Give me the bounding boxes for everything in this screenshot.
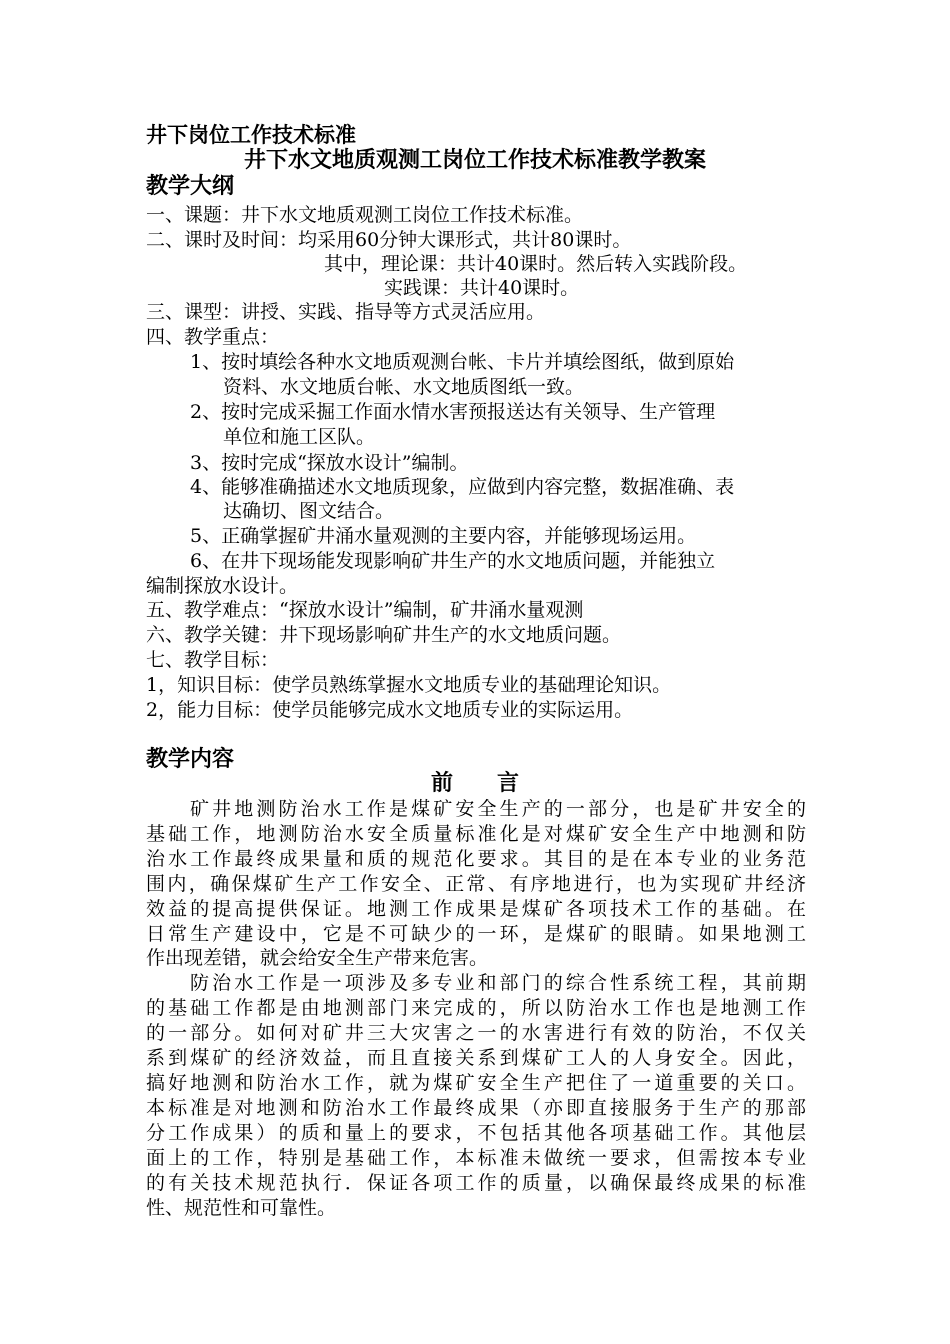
paragraph-line: 性、规范性和可靠性。 — [146, 1197, 337, 1219]
outline-line: 五、教学难点：“探放水设计”编制，矿井涌水量观测 — [146, 599, 584, 621]
paragraph-line: 防治水工作是一项涉及多专业和部门的综合性系统工程，其前期 — [190, 972, 806, 994]
outline-line: 七、教学目标： — [146, 649, 280, 671]
paragraph-line: 日常生产建设中，它是不可缺少的一环，是煤矿的眼睛。如果地测工 — [146, 923, 806, 945]
paragraph-line: 效益的提高提供保证。地测工作成果是煤矿各项技术工作的基础。在 — [146, 898, 806, 920]
paragraph-line: 面上的工作，特别是基础工作，本标准未做统一要求，但需按本专业 — [146, 1147, 806, 1169]
paragraph-line: 的基础工作都是由地测部门来完成的，所以防治水工作也是地测工作 — [146, 997, 806, 1019]
paragraph-line: 围内，确保煤矿生产工作安全、正常、有序地进行，也为实现矿井经济 — [146, 873, 806, 895]
content-heading: 教学内容 — [146, 747, 235, 772]
paragraph-line: 系到煤矿的经济效益，而且直接关系到煤矿工人的人身安全。因此， — [146, 1047, 806, 1069]
outline-line: 四、教学重点： — [146, 326, 280, 348]
outline-line: 资料、水文地质台帐、水文地质图纸一致。 — [223, 376, 585, 398]
outline-line: 5、正确掌握矿井涌水量观测的主要内容，并能够现场运用。 — [190, 525, 697, 547]
outline-line: 2，能力目标：使学员能够完成水文地质专业的实际运用。 — [146, 699, 634, 721]
outline-line: 三、课型：讲授、实践、指导等方式灵活应用。 — [146, 301, 546, 323]
paragraph-line: 分工作成果）的质和量上的要求，不包括其他各项基础工作。其他层 — [146, 1122, 806, 1144]
outline-line: 实践课：共计40课时。 — [384, 277, 580, 299]
paragraph-line: 的一部分。如何对矿井三大灾害之一的水害进行有效的防治，不仅关 — [146, 1022, 806, 1044]
paragraph-line: 作出现差错，就会给安全生产带来危害。 — [146, 947, 489, 969]
outline-heading: 教学大纲 — [146, 174, 235, 199]
outline-line: 6、在井下现场能发现影响矿井生产的水文地质问题，并能独立 — [190, 550, 716, 572]
paragraph-line: 基础工作，地测防治水安全质量标准化是对煤矿安全生产中地测和防 — [146, 823, 806, 845]
series-title: 井下岗位工作技术标准 — [146, 123, 356, 147]
paragraph-line: 搞好地测和防治水工作，就为煤矿安全生产把住了一道重要的关口。 — [146, 1072, 806, 1094]
outline-line: 一、课题：井下水文地质观测工岗位工作技术标准。 — [146, 204, 584, 226]
document-title: 井下水文地质观测工岗位工作技术标准教学教案 — [243, 148, 706, 173]
paragraph-line: 矿井地测防治水工作是煤矿安全生产的一部分，也是矿井安全的 — [190, 798, 806, 820]
outline-line: 4、能够准确描述水文地质现象，应做到内容完整，数据准确、表 — [190, 476, 735, 498]
paragraph-line: 的有关技术规范执行．保证各项工作的质量，以确保最终成果的标准 — [146, 1172, 806, 1194]
outline-line: 二、课时及时间：均采用60分钟大课形式，共计80课时。 — [146, 229, 632, 251]
outline-line: 单位和施工区队。 — [223, 426, 376, 448]
outline-line: 1、按时填绘各种水文地质观测台帐、卡片并填绘图纸，做到原始 — [190, 351, 735, 373]
outline-line: 编制探放水设计。 — [146, 575, 299, 597]
paragraph-line: 本标准是对地测和防治水工作最终成果（亦即直接服务于生产的那部 — [146, 1097, 806, 1119]
outline-line: 1，知识目标：使学员熟练掌握水文地质专业的基础理论知识。 — [146, 674, 672, 696]
outline-line: 2、按时完成采掘工作面水情水害预报送达有关领导、生产管理 — [190, 401, 716, 423]
preface-title: 前 言 — [430, 771, 519, 796]
outline-line: 其中，理论课：共计40课时。然后转入实践阶段。 — [324, 253, 748, 275]
outline-line: 3、按时完成“探放水设计”编制。 — [190, 452, 469, 474]
outline-line: 达确切、图文结合。 — [223, 500, 395, 522]
paragraph-line: 治水工作最终成果量和质的规范化要求。其目的是在本专业的业务范 — [146, 848, 806, 870]
outline-line: 六、教学关键：井下现场影响矿井生产的水文地质问题。 — [146, 624, 622, 646]
